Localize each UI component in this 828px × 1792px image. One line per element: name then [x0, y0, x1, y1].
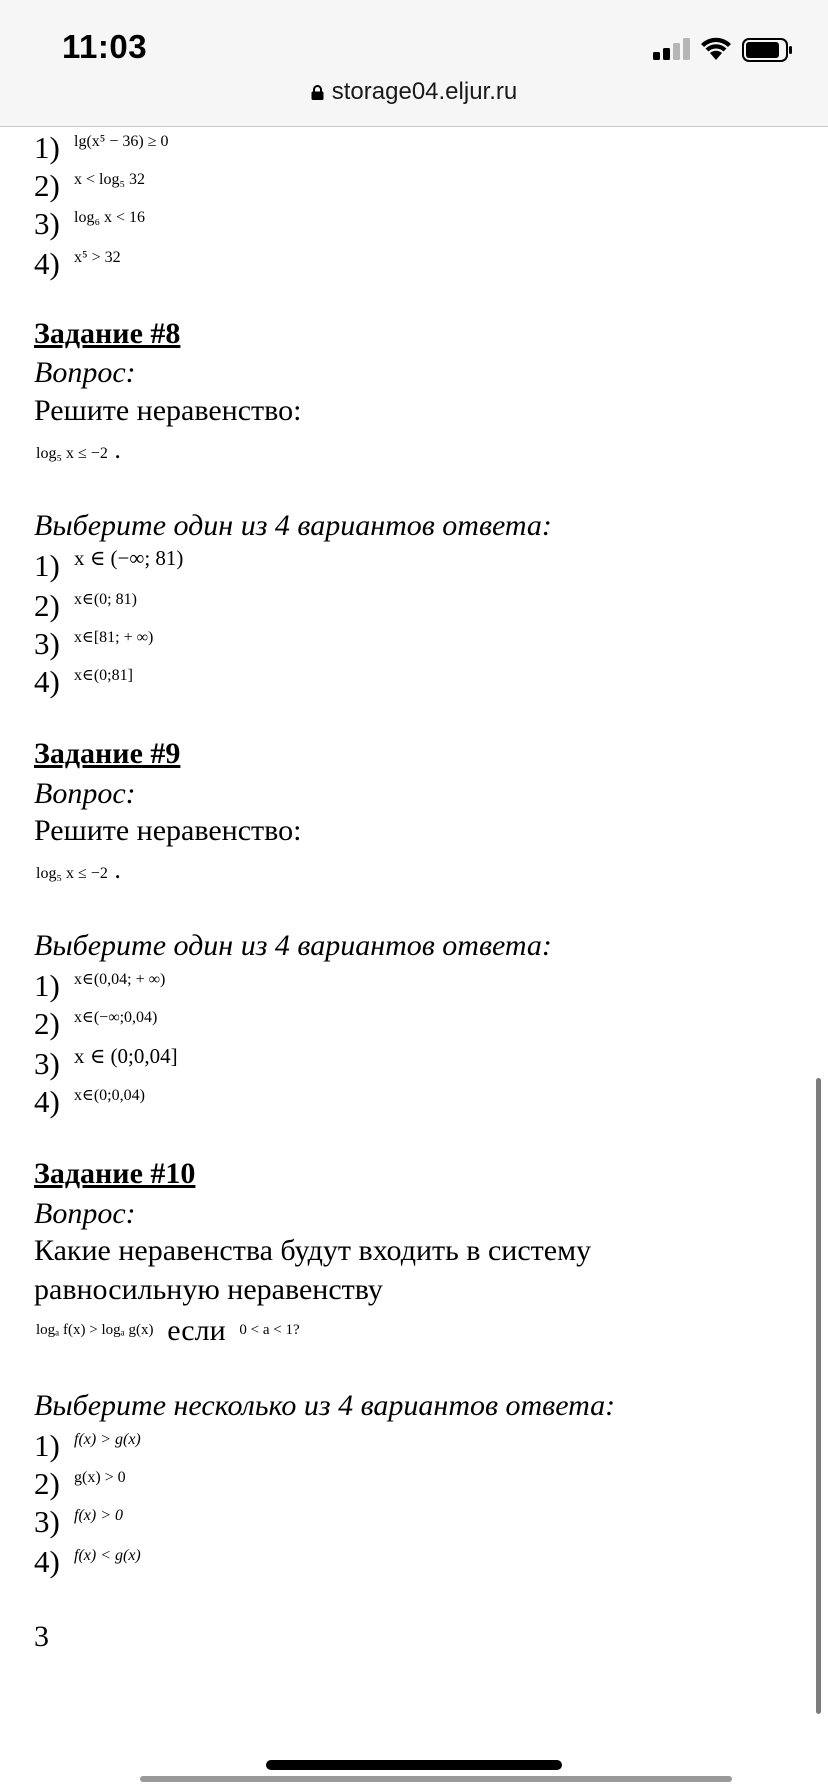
choose-label: Выберите один из 4 вариантов ответа: [34, 509, 552, 542]
cellular-signal-icon [653, 38, 691, 60]
option-formula: x∈(0,04; + ∞) [74, 971, 166, 988]
option-formula: x ∈ (0;0,04] [74, 1044, 178, 1068]
question-formula: log₅ x ≤ −2 . [36, 855, 121, 884]
horizontal-scrollbar[interactable] [140, 1776, 732, 1782]
question-text-line-2: равносильную неравенству [34, 1273, 383, 1306]
browser-top-bar [0, 0, 828, 127]
choose-label: Выберите один из 4 вариантов ответа: [34, 929, 552, 962]
question-formula: log₅ x ≤ −2 . [36, 435, 121, 464]
question-text-line-1: Какие неравенства будут входить в систему [34, 1234, 592, 1267]
option-formula: x∈(0; 81) [74, 591, 137, 608]
choose-label: Выберите несколько из 4 вариантов ответа: [34, 1389, 616, 1422]
option-formula: x < log₅ 32 [74, 171, 146, 188]
question-formula: logₐ f(x) > logₐ g(x) если 0 < a < 1? [36, 1314, 300, 1347]
option-formula: x∈(0;0,04) [74, 1087, 145, 1104]
task-9-title: Задание #9 [34, 737, 181, 770]
option-formula: g(x) > 0 [74, 1469, 126, 1486]
question-label: Вопрос: [34, 356, 136, 389]
option-formula: x∈[81; + ∞) [74, 629, 154, 646]
lock-icon [311, 85, 324, 100]
url-bar[interactable] [0, 78, 828, 106]
task-10-title: Задание #10 [34, 1157, 196, 1190]
option-formula: x∈(−∞;0,04) [74, 1009, 158, 1026]
home-indicator[interactable] [266, 1760, 562, 1770]
page-number: 3 [34, 1620, 49, 1653]
question-text: Решите неравенство: [34, 394, 302, 427]
url-text: storage04.eljur.ru [331, 78, 518, 105]
option-formula: log₆ x < 16 [74, 209, 146, 226]
option-formula: x⁵ > 32 [74, 249, 121, 266]
option-formula: x∈(0;81] [74, 667, 133, 684]
battery-icon [742, 38, 794, 62]
question-label: Вопрос: [34, 777, 136, 810]
question-label: Вопрос: [34, 1197, 136, 1230]
question-text: Решите неравенство: [34, 814, 302, 847]
option-formula: f(x) > 0 [74, 1507, 123, 1524]
option-formula: lg(x⁵ − 36) ≥ 0 [74, 133, 169, 150]
status-time: 11:03 [62, 28, 148, 65]
option-formula: x ∈ (−∞; 81) [74, 546, 184, 570]
wifi-icon [699, 34, 733, 62]
option-formula: f(x) < g(x) [74, 1547, 141, 1564]
task-8-title: Задание #8 [34, 317, 181, 350]
vertical-scrollbar[interactable] [816, 1078, 821, 1714]
option-formula: f(x) > g(x) [74, 1431, 141, 1448]
